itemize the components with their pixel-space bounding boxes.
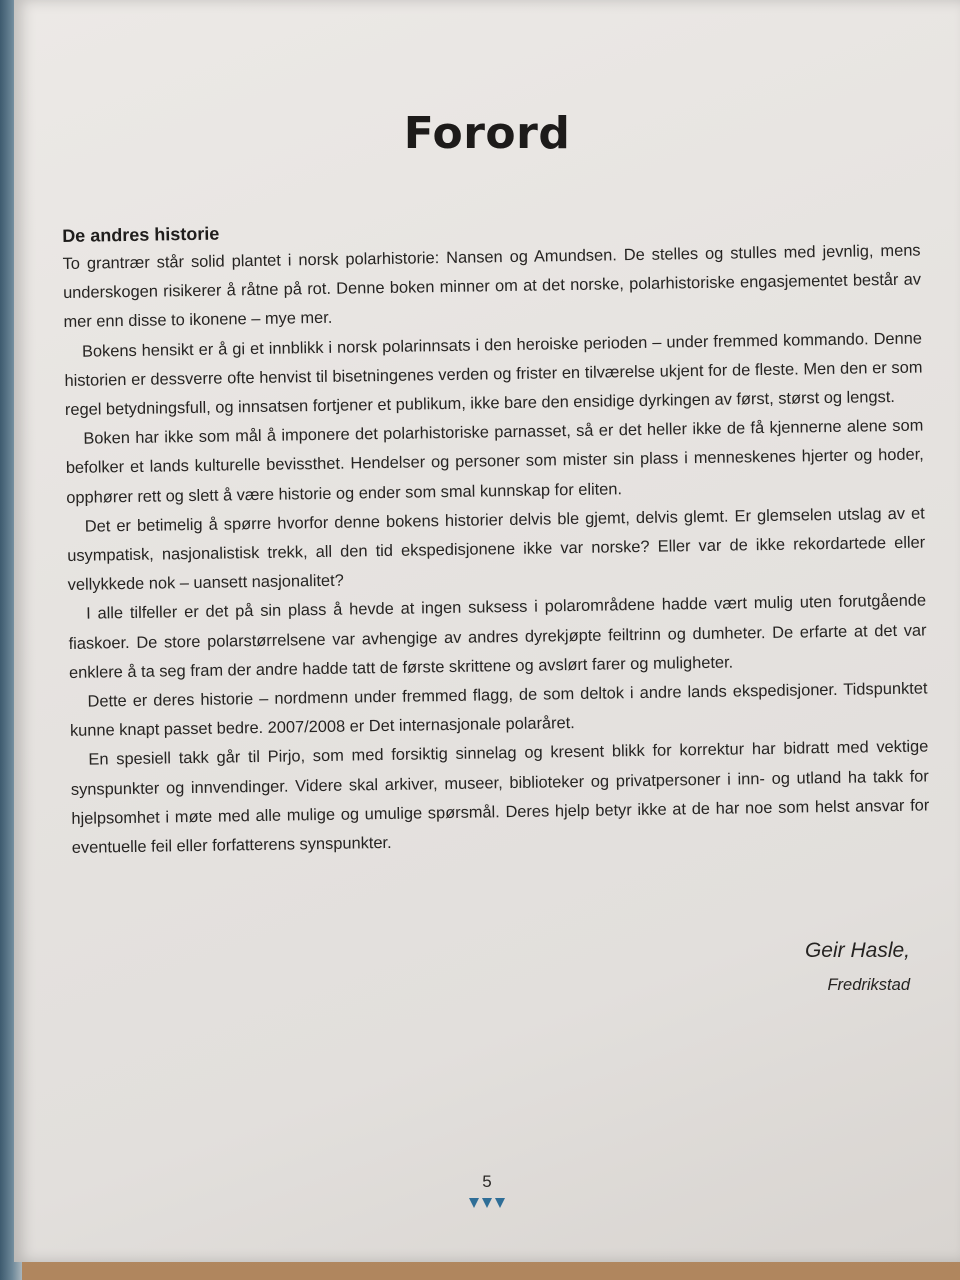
paragraph-5: I alle tilfeller er det på sin plass å hevde at ingen suksess i polarområdene hadde vært mulig uten forutgående fiaskoer. De store polarstørrelsene var avhengige av andres dyrekjøpte feiltrinn og dumheter. De erfarte at det var enklere å ta seg fram der andre hadde tatt de første skrittene og avslørt farer og muligheter. bbox=[68, 591, 927, 682]
triangle-icon bbox=[469, 1198, 479, 1208]
triangle-icon bbox=[495, 1198, 505, 1208]
triangle-icon bbox=[482, 1198, 492, 1208]
page-title: Forord bbox=[403, 108, 571, 159]
page-footer bbox=[14, 1172, 960, 1208]
paragraph-6: Dette er deres historie – nordmenn under fremmed flagg, de som deltok i andre lands ekspedisjoner. Tidspunktet kunne knapt passet bedre. 2007/2008 er Det internasjonale polaråret. bbox=[69, 679, 928, 741]
book-page bbox=[14, 0, 960, 1262]
signature-place: Fredrikstad bbox=[827, 976, 910, 994]
page-number: 5 bbox=[482, 1172, 492, 1191]
paragraph-4: Det er betimelig å spørre hvorfor denne bokens historier delvis ble gjemt, delvis glemt. Er glemselen utslag av et usympatisk, nasjonalistisk trekk, all den tid ekspedisjonene ikke var norske? Eller var de ikke rekordartede eller vellykkede nok – uansett nasjonalitet? bbox=[67, 504, 926, 595]
paragraph-2: Bokens hensikt er å gi et innblikk i norsk polarinnsats i den heroiske perioden – under fremmed kommando. Denne historien er dessverre ofte henvist til bisetningenes verden og frister en tilværelse ukjent for de fleste. Men den er som regel betydningsfull, og innsatsen fortjener et publikum, ikke bare den ensidige dyrkingen av først, størst og lengst. bbox=[64, 329, 923, 419]
section-heading: De andres historie bbox=[62, 223, 220, 246]
signature-name: Geir Hasle, bbox=[804, 939, 910, 962]
paragraph-1: To grantrær står solid plantet i norsk polarhistorie: Nansen og Amundsen. De stelles og stulles med jevnlig, mens underskogen risikerer å råtne på rot. Denne boken minner om at det norske, polarhistoriske engasjementet består av mer enn disse to ikonene – mye mer. bbox=[62, 241, 922, 332]
foreword-body bbox=[62, 209, 930, 864]
paragraph-3: Boken har ikke som mål å imponere det polarhistoriske parnasset, så er det heller ikke de få kjennerne alene som befolker et lands kulturelle bevissthet. Hendelser og personer som mister sin plass i menneskenes hjerter og hoder, opphører rett og slett å være historie og ender som smal kunnskap for eliten. bbox=[65, 416, 924, 507]
triple-triangle-icon bbox=[14, 1198, 960, 1208]
paragraph-7: En spesiell takk går til Pirjo, som med forsiktig sinnelag og kresent blikk for korrektur har bidratt med vektige synspunkter og innvendinger. Videre skal arkiver, museer, biblioteker og privatpersoner i inn- og utland ha takk for hjelpsomhet i møte med alle mulige og umulige spørsmål. Deres hjelp betyr ikke at de har noe som helst ansvar for eventuelle feil eller forfatterens synspunkter. bbox=[70, 737, 930, 857]
signature-block bbox=[805, 936, 910, 998]
